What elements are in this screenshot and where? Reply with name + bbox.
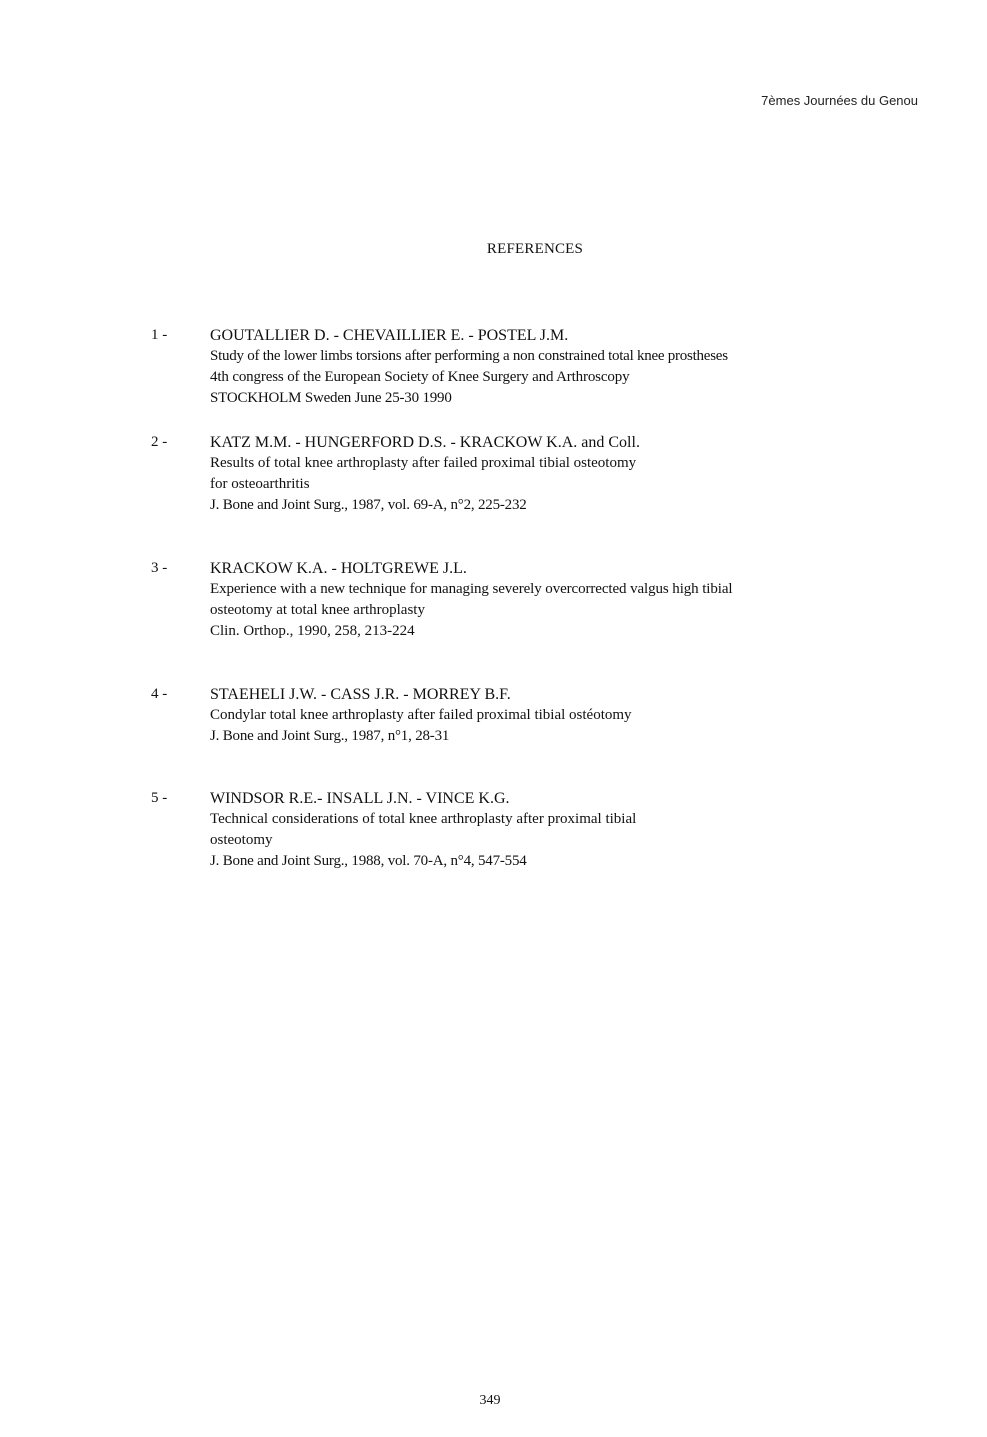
reference-number: 5 - [151,790,168,806]
running-header: 7èmes Journées du Genou [761,93,918,108]
reference-title: Experience with a new technique for managing severely overcorrected valgus high tibial [210,581,733,597]
reference-body [210,684,930,747]
reference-title: Results of total knee arthroplasty after failed proximal tibial osteotomy [210,455,637,471]
reference-line: osteotomy [210,832,273,848]
reference-line: for osteoarthritis [210,476,310,492]
reference-line: J. Bone and Joint Surg., 1988, vol. 70-A, n°4, 547-554 [210,853,527,869]
reference-body [210,558,930,642]
reference-body [210,788,930,872]
reference-line: STOCKHOLM Sweden June 25-30 1990 [210,390,452,406]
page-number: 349 [479,1393,501,1408]
reference-title: Condylar total knee arthroplasty after failed proximal tibial ostéotomy [210,707,632,723]
reference-number: 3 - [151,560,168,576]
reference-title: Technical considerations of total knee arthroplasty after proximal tibial [210,811,637,827]
reference-line: osteotomy at total knee arthroplasty [210,602,425,618]
reference-authors: WINDSOR R.E.- INSALL J.N. - VINCE K.G. [210,790,510,807]
reference-body [210,432,930,516]
reference-number: 4 - [151,686,168,702]
section-title: REFERENCES [486,241,584,257]
reference-title: Study of the lower limbs torsions after performing a non constrained total knee prostheses [210,348,728,364]
reference-line: J. Bone and Joint Surg., 1987, n°1, 28-31 [210,728,450,744]
reference-body [210,325,930,409]
reference-number: 2 - [151,434,168,450]
reference-line: Clin. Orthop., 1990, 258, 213-224 [210,623,415,639]
reference-number: 1 - [151,327,168,343]
reference-authors: GOUTALLIER D. - CHEVAILLIER E. - POSTEL J.M. [210,327,569,344]
reference-line: J. Bone and Joint Surg., 1987, vol. 69-A, n°2, 225-232 [210,497,527,513]
reference-authors: KRACKOW K.A. - HOLTGREWE J.L. [210,560,467,577]
reference-authors: KATZ M.M. - HUNGERFORD D.S. - KRACKOW K.A. and Coll. [210,434,640,451]
reference-line: 4th congress of the European Society of Knee Surgery and Arthroscopy [210,369,630,385]
reference-authors: STAEHELI J.W. - CASS J.R. - MORREY B.F. [210,686,511,703]
